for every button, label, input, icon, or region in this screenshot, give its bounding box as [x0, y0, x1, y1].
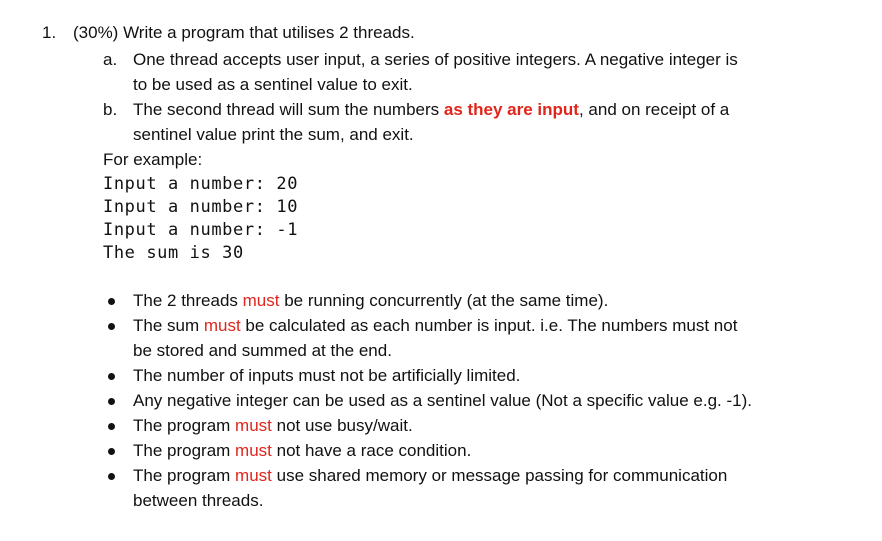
bullet-item [133, 290, 608, 312]
example-line: Input a number: 20 [103, 174, 299, 194]
item-a-marker: a. [103, 50, 118, 69]
question-header: (30%) Write a program that utilises 2 threads. [73, 23, 415, 42]
bullet-text: not have a race condition. [271, 441, 472, 460]
bullet-dot-icon [108, 398, 115, 405]
item-b-emphasis: as they are input [443, 100, 579, 119]
item-b-text-post: , and on receipt of a [578, 100, 730, 119]
bullet-emphasis: must [242, 291, 280, 310]
example-label: For example: [103, 150, 203, 169]
item-a-line1: One thread accepts user input, a series of positive integers. A negative integer is [133, 50, 738, 69]
item-b-line2: sentinel value print the sum, and exit. [133, 125, 414, 144]
bullet-emphasis: must [235, 416, 272, 435]
bullet-dot-icon [108, 323, 115, 330]
bullet-emphasis: must [235, 466, 272, 485]
bullet-item [133, 465, 727, 487]
item-a-line2: to be used as a sentinel value to exit. [133, 75, 413, 94]
bullet-item: The number of inputs must not be artificially limited. [133, 366, 521, 385]
bullet-emphasis: must [235, 441, 272, 460]
item-b-line1 [133, 99, 729, 121]
bullet-item [133, 440, 471, 462]
bullet-dot-icon [108, 373, 115, 380]
bullet-item [133, 315, 737, 337]
bullet-dot-icon [108, 473, 115, 480]
bullet-text: not use busy/wait. [271, 416, 413, 435]
bullet-text: The program [133, 466, 236, 485]
bullet-text: The sum [133, 316, 204, 335]
bullet-item [133, 415, 413, 437]
bullet-item: Any negative integer can be used as a sentinel value (Not a specific value e.g. -1). [133, 391, 752, 410]
bullet-text: The program [133, 441, 236, 460]
item-b-text-pre: The second thread will sum the numbers [133, 100, 444, 119]
bullet-text: use shared memory or message passing for communication [271, 466, 728, 485]
bullet-text: The program [133, 416, 236, 435]
question-number: 1. [42, 23, 57, 42]
bullet-continuation: between threads. [133, 491, 264, 510]
bullet-continuation: be stored and summed at the end. [133, 341, 392, 360]
bullet-dot-icon [108, 448, 115, 455]
example-line: Input a number: 10 [103, 197, 299, 217]
item-b-marker: b. [103, 100, 118, 119]
bullet-dot-icon [108, 423, 115, 430]
example-line: The sum is 30 [103, 243, 244, 263]
bullet-emphasis: must [203, 316, 241, 335]
bullet-dot-icon [108, 298, 115, 305]
bullet-text: The 2 threads [133, 291, 243, 310]
bullet-text: be calculated as each number is input. i.e. The numbers must not [240, 316, 738, 335]
example-line: Input a number: -1 [103, 220, 299, 240]
bullet-text: be running concurrently (at the same time). [279, 291, 609, 310]
